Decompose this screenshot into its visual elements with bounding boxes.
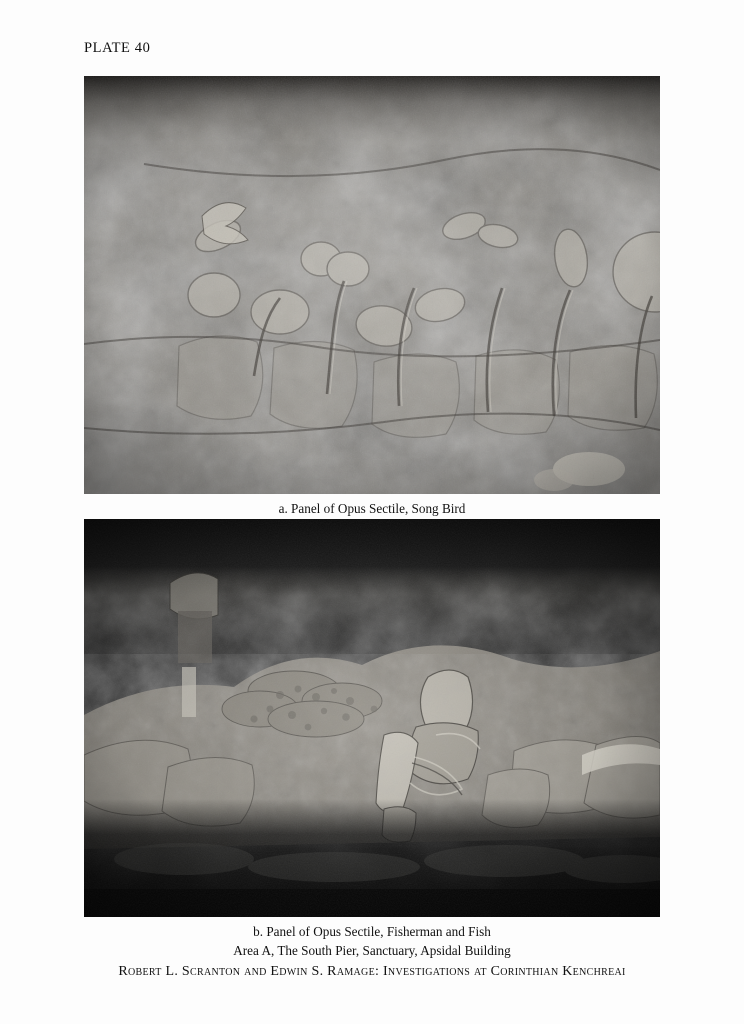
figure-b — [84, 519, 660, 917]
figure-b-caption-line1: b. Panel of Opus Sectile, Fisherman and Fish — [253, 924, 491, 939]
figure-b-caption-line2: Area A, The South Pier, Sanctuary, Apsidal Building — [233, 943, 511, 958]
figure-a — [84, 76, 660, 494]
page-title: PLATE 40 — [84, 40, 151, 56]
photo-fisherman-and-fish-panel — [84, 519, 660, 917]
figure-a-caption: a. Panel of Opus Sectile, Song Bird — [278, 501, 466, 516]
photo-song-bird-panel — [84, 76, 660, 494]
footer-text: Robert L. Scranton and Edwin S. Ramage: Investigations at Corinthian Kenchreai — [118, 964, 626, 979]
page-footer — [0, 964, 744, 980]
